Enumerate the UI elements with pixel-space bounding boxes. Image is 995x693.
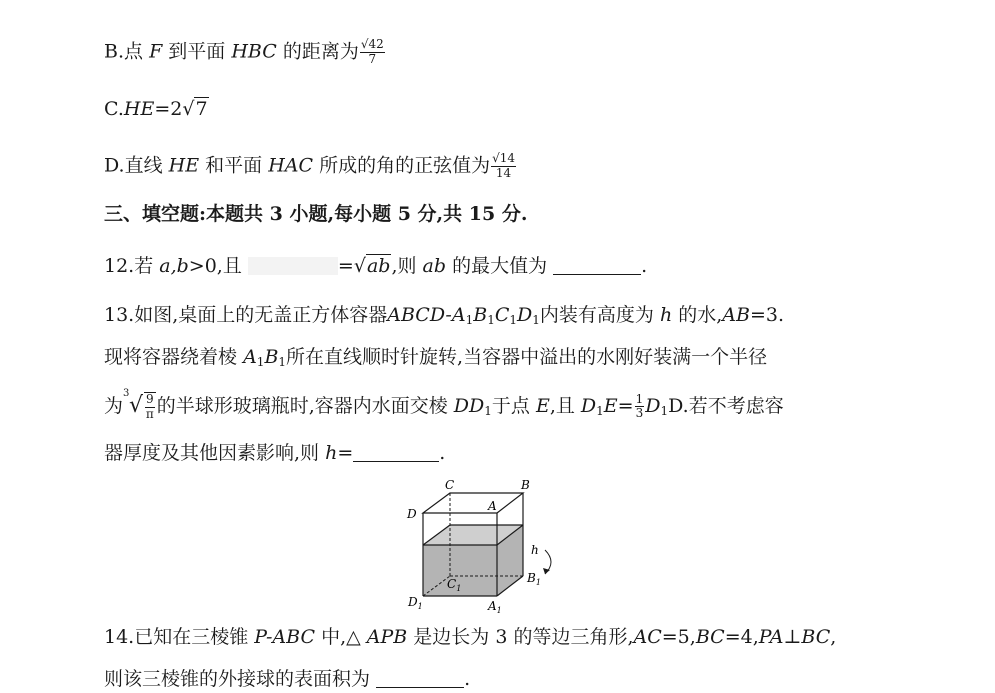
q12-number: 12.若 <box>104 255 154 277</box>
plane-hbc: HBC <box>231 40 277 63</box>
ac-value: =5, <box>661 626 696 648</box>
subscript: 1 <box>278 355 287 369</box>
radicand-7: 7 <box>195 98 208 120</box>
q13-text: 的半球形玻璃瓶时,容器内水面交棱 <box>156 394 448 417</box>
option-b-label: B.点 <box>104 40 144 63</box>
subscript: 1 <box>509 313 518 327</box>
section-header: 三、填空题:本题共 3 小题,每小题 5 分,共 15 分. <box>104 203 528 225</box>
vertex-a1: A <box>243 346 257 368</box>
line-he: HE <box>168 154 200 177</box>
option-d-label: D.直线 <box>104 154 163 177</box>
q12-cond: >0,且 <box>188 255 242 277</box>
q13-text: 于点 <box>491 394 530 417</box>
segment-he: HE <box>123 98 155 120</box>
pyramid-pabc: P-ABC <box>254 626 316 648</box>
segment-bc: BC <box>801 626 831 648</box>
option-d-text1: 和平面 <box>205 154 263 177</box>
segment-bc: BC <box>695 626 725 648</box>
fraction-denominator: 3 <box>635 406 644 421</box>
fraction-numerator: 1 <box>635 391 644 406</box>
q13-ab-value: =3. <box>749 304 785 326</box>
var-h: h <box>659 304 673 326</box>
fraction-numerator: √14 <box>492 151 516 165</box>
subscript: 1 <box>484 403 492 418</box>
label-c1: $C_1$ <box>447 577 462 593</box>
q12-text1: ,则 <box>391 255 417 277</box>
root-index: 3 <box>123 388 130 399</box>
question-12 <box>104 255 647 278</box>
obscured-expression <box>248 257 338 275</box>
label-a1: $A_1$ <box>488 599 502 615</box>
var-h: h <box>325 442 338 464</box>
option-c-eq: =2 <box>154 98 183 120</box>
option-d-text2: 所成的角的正弦值为 <box>319 154 491 177</box>
vertex-b: B <box>473 304 488 326</box>
answer-blank-12[interactable] <box>553 256 641 275</box>
label-b: B <box>521 478 530 492</box>
fraction-1-over-3 <box>635 393 645 422</box>
cube-figure <box>395 478 570 618</box>
answer-blank-13[interactable] <box>353 443 439 462</box>
subscript: 1 <box>465 313 474 327</box>
segment-pa: PA <box>758 626 784 648</box>
vertex-d1: D <box>645 394 661 417</box>
subscript: 1 <box>532 313 540 327</box>
q14-text: 14.已知在三棱锥 <box>104 626 249 648</box>
question-14-line-2 <box>104 668 470 691</box>
label-d: D <box>407 507 417 521</box>
option-c <box>104 98 209 121</box>
fraction-denominator: 14 <box>495 165 512 180</box>
question-13-line-1 <box>104 304 784 327</box>
label-b1: $B_1$ <box>527 571 541 587</box>
point-e: E <box>603 394 618 417</box>
subscript: 1 <box>596 403 604 418</box>
question-13-line-2 <box>104 346 767 369</box>
edge-dd1: DD <box>453 394 485 417</box>
q13-end: . <box>439 442 446 464</box>
bc-value: =4, <box>724 626 759 648</box>
fraction-9-over-pi <box>144 392 156 422</box>
q12-text2: 的最大值为 <box>452 255 548 277</box>
q13-text: 器厚度及其他因素影响,则 <box>104 442 320 464</box>
label-d1: $D_1$ <box>408 595 423 611</box>
question-13-line-4 <box>104 442 445 465</box>
label-h: h <box>531 543 539 557</box>
container-name-a: ABCD-A <box>387 304 466 326</box>
q13-text: 为 <box>104 394 124 417</box>
q13-text: 内装有高度为 <box>539 304 654 326</box>
equals: = <box>617 394 634 417</box>
q12-ab: ab <box>422 255 447 277</box>
q14-text: 则该三棱锥的外接球的表面积为 <box>104 668 371 690</box>
point-e: E <box>535 394 550 417</box>
q14-end: . <box>464 668 471 690</box>
q13-text: ,且 <box>549 394 575 417</box>
fraction-denominator: 7 <box>368 51 377 66</box>
q13-intro: 13.如图,桌面上的无盖正方体容器 <box>104 304 388 326</box>
vertex-c: C <box>494 304 510 326</box>
fraction-sqrt14-over-14 <box>491 152 516 181</box>
q12-end: . <box>641 255 648 277</box>
q13-text: 的水, <box>678 304 723 326</box>
subscript: 1 <box>660 403 669 418</box>
option-b-text1: 到平面 <box>168 40 226 63</box>
perpendicular-symbol: ⊥ <box>783 626 802 648</box>
option-c-label: C. <box>104 98 124 120</box>
label-c: C <box>445 478 455 492</box>
sqrt-symbol: √ <box>182 98 195 120</box>
option-b-text2: 的距离为 <box>282 40 359 63</box>
label-a: A <box>488 499 497 513</box>
vertex-d1: D <box>580 394 597 417</box>
fraction-numerator: 9 <box>146 392 154 406</box>
fraction-sqrt42-over-7 <box>360 38 385 67</box>
sqrt-symbol: √ <box>353 255 366 277</box>
q12-vars: a,b <box>159 255 189 277</box>
vertex-b1: B <box>264 346 279 368</box>
fraction-denominator: π <box>145 406 154 421</box>
question-14-line-1 <box>104 626 836 649</box>
segment-ab: AB <box>722 304 750 326</box>
plane-hac: HAC <box>268 154 314 177</box>
subscript: 1 <box>256 355 265 369</box>
q12-eq: = <box>337 255 354 277</box>
fraction-numerator: √42 <box>360 37 384 51</box>
option-b <box>104 38 386 67</box>
radical-sign: √ <box>129 392 144 418</box>
q14-comma: , <box>830 626 837 648</box>
equals: = <box>337 442 354 464</box>
triangle-apb: APB <box>366 626 408 648</box>
question-13-line-3 <box>104 388 784 422</box>
answer-blank-14[interactable] <box>376 669 464 688</box>
option-d <box>104 152 517 181</box>
vertex-d: D <box>517 304 533 326</box>
q14-text: 是边长为 3 的等边三角形, <box>413 626 634 648</box>
subscript: 1 <box>487 313 495 327</box>
radicand-ab: ab <box>366 255 391 277</box>
cube-root-expression <box>123 388 157 422</box>
segment-ac: AC <box>633 626 662 648</box>
q14-text: 中,△ <box>321 626 361 648</box>
point-f: F <box>149 40 163 63</box>
q13-text: 所在直线顺时针旋转,当容器中溢出的水刚好装满一个半径 <box>286 346 768 368</box>
q13-text: D.若不考虑容 <box>668 394 784 417</box>
q13-text: 现将容器绕着棱 <box>104 346 238 368</box>
